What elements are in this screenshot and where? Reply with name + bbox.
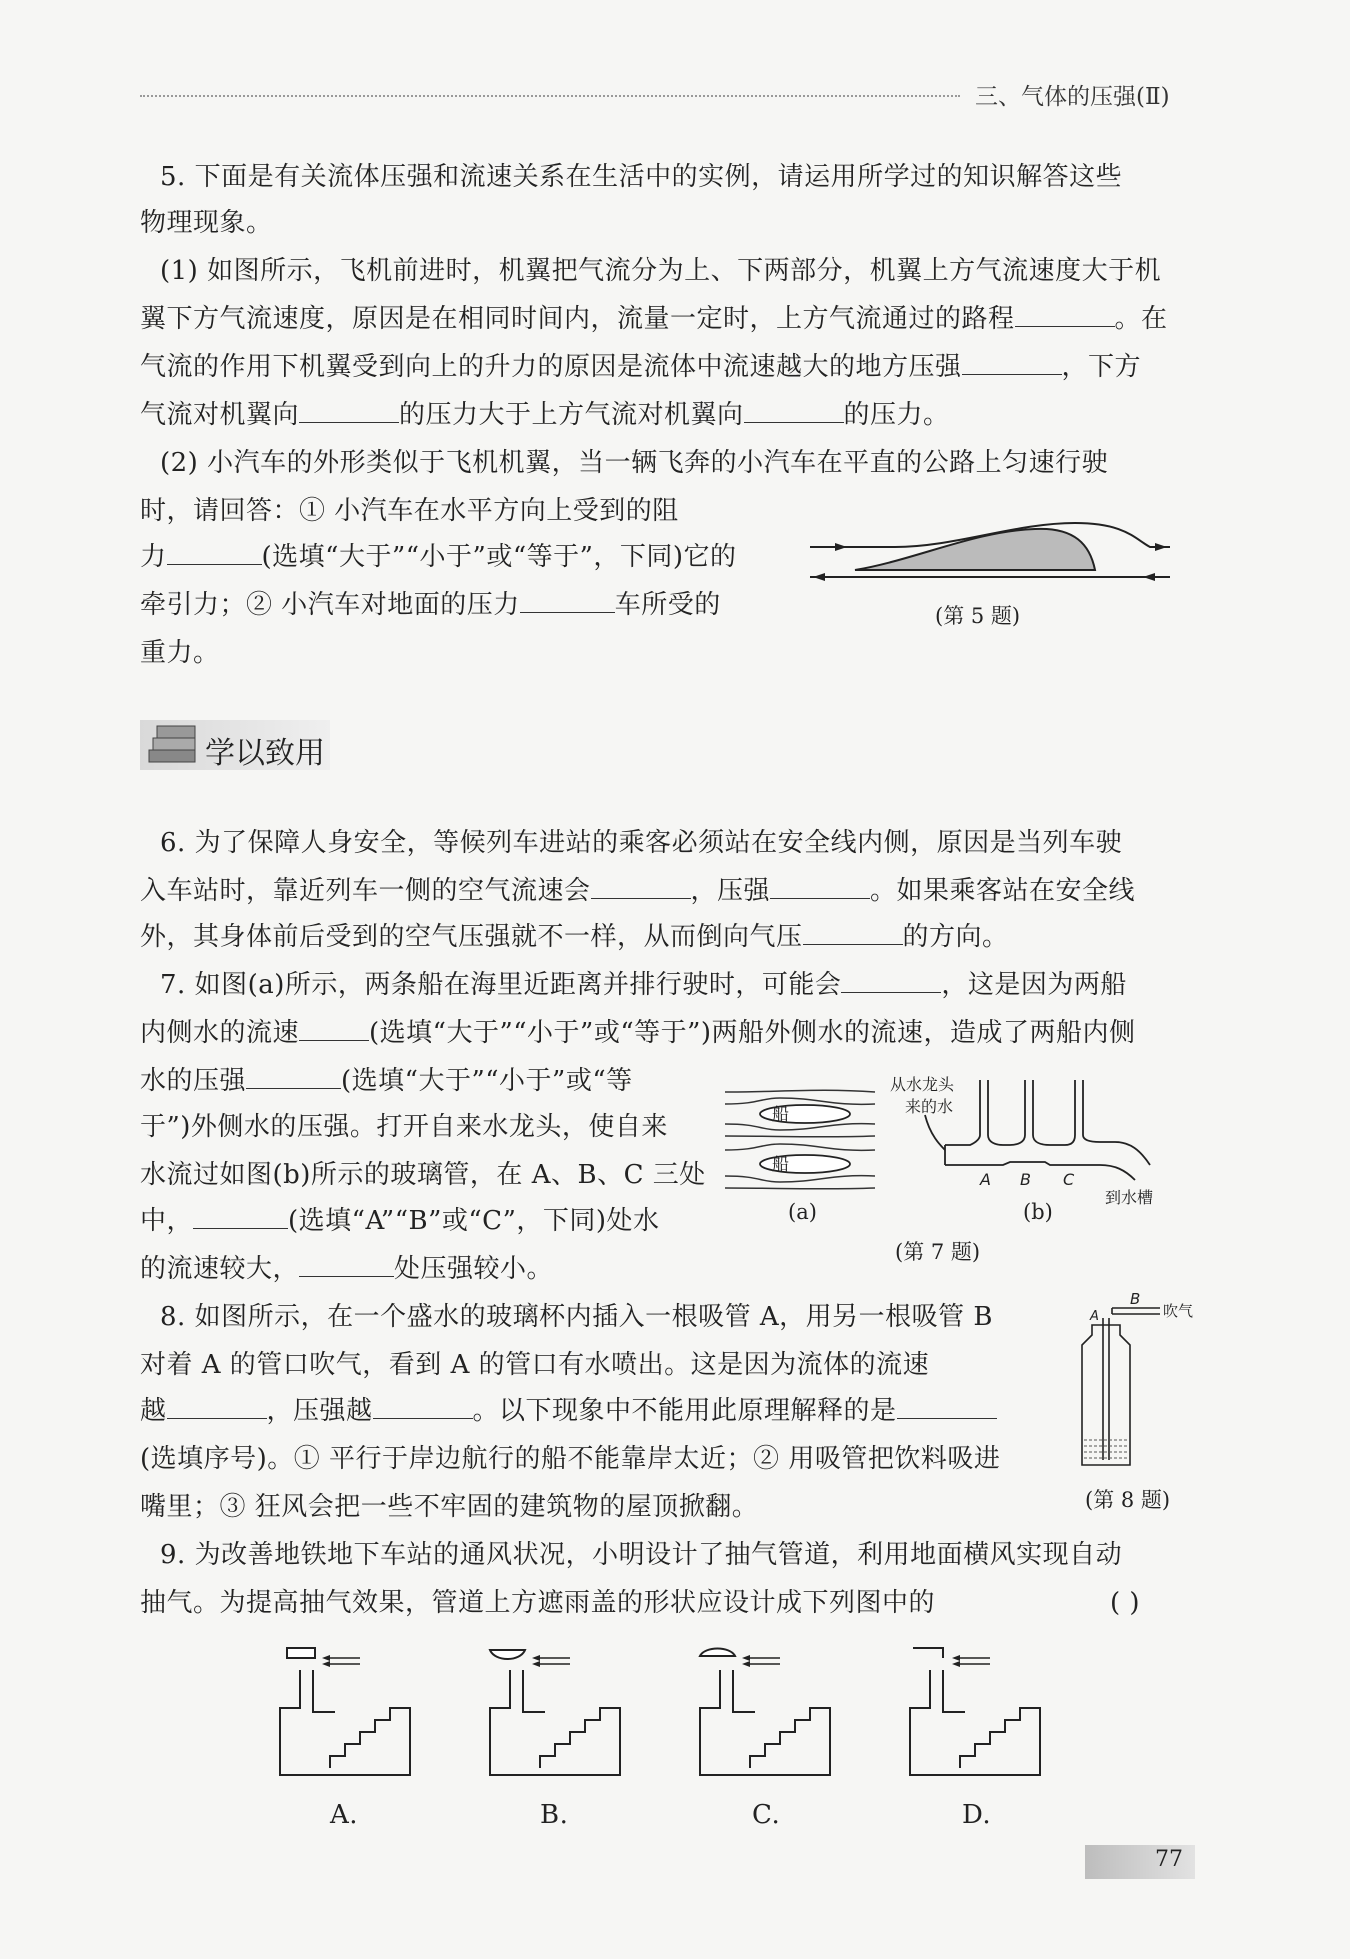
q5-line (140, 350, 1141, 384)
q7-line (140, 1064, 633, 1098)
q5-line: (1) 如图所示，飞机前进时，机翼把气流分为上、下两部分，机翼上方气流速度大于机 (160, 256, 1162, 286)
q7-line (140, 1204, 660, 1238)
blow-label: 吹气 (1163, 1302, 1194, 1320)
text-span: ，压强越 (266, 1396, 373, 1426)
answer-blank[interactable] (897, 1394, 997, 1419)
answer-blank[interactable] (193, 1204, 288, 1229)
text-span: ，压强 (690, 876, 771, 906)
answer-blank[interactable] (591, 874, 691, 899)
text-span: 内侧水的流速 (140, 1018, 300, 1048)
text-span: 气流对机翼向 (140, 400, 300, 430)
answer-blank[interactable] (770, 874, 870, 899)
q5-line: 5. 下面是有关流体压强和流速关系在生活中的实例，请运用所学过的知识解答这些 (160, 162, 1123, 192)
q8-line (140, 1394, 997, 1428)
text-span: 的方向。 (902, 922, 1009, 952)
boat-label: 船 (772, 1155, 789, 1175)
text-span: 气流的作用下机翼受到向上的升力的原因是流体中流速越大的地方压强 (140, 352, 962, 382)
q6-line (140, 920, 1009, 954)
option-label: D. (962, 1800, 992, 1830)
tap-label: 从水龙头 (890, 1075, 955, 1094)
q7-line: 于”)外侧水的压强。打开自来水龙头，使自来 (140, 1112, 668, 1142)
answer-blank[interactable] (744, 398, 844, 423)
q9-line: 9. 为改善地铁地下车站的通风状况，小明设计了抽气管道，利用地面横风实现自动 (160, 1540, 1123, 1570)
text-span: 越 (140, 1396, 167, 1426)
point-label: C (1063, 1170, 1075, 1189)
answer-blank[interactable] (167, 540, 262, 565)
glass-straw-figure (1070, 1290, 1200, 1475)
option-label: A. (330, 1800, 359, 1830)
q6-line: 6. 为了保障人身安全，等候列车进站的乘客必须站在安全线内侧，原因是当列车驶 (160, 828, 1123, 858)
q5-line (140, 540, 737, 574)
straw-label: B (1130, 1290, 1141, 1308)
option-label: C. (752, 1800, 781, 1830)
text-span: 。以下现象中不能用此原理解释的是 (472, 1396, 897, 1426)
q5-line (140, 302, 1168, 336)
straw-label: A (1090, 1309, 1099, 1324)
books-icon (145, 722, 203, 768)
q6-line (140, 874, 1135, 908)
q5-line: 物理现象。 (140, 208, 273, 238)
text-span: 的压力大于上方气流对机翼向 (399, 400, 744, 430)
text-span: (选填“大于”“小于”或“等于”)两船外侧水的流速，造成了两船内侧 (369, 1018, 1136, 1048)
text-span: 车所受的 (614, 590, 721, 620)
point-label: A (980, 1170, 991, 1189)
answer-blank[interactable] (962, 350, 1062, 375)
wing-figure (805, 515, 1175, 595)
q8-line: (选填序号)。① 平行于岸边航行的船不能靠岸太近；② 用吸管把饮料吸进 (140, 1444, 1001, 1474)
answer-blank[interactable] (373, 1394, 473, 1419)
header-rule (140, 95, 960, 97)
text-span: 翼下方气流速度，原因是在相同时间内，流量一定时，上方气流通过的路程 (140, 304, 1015, 334)
q8-line: 8. 如图所示，在一个盛水的玻璃杯内插入一根吸管 A，用另一根吸管 B (160, 1302, 993, 1332)
text-span: 外，其身体前后受到的空气压强就不一样，从而倒向气压 (140, 922, 803, 952)
option-label: B. (540, 1800, 569, 1830)
answer-paren[interactable]: ( ) (1110, 1588, 1141, 1618)
q7-line: 水流过如图(b)所示的玻璃管，在 A、B、C 三处 (140, 1160, 706, 1190)
section-header-title: 三、气体的压强(Ⅱ) (975, 84, 1170, 110)
sink-label: 到水槽 (1105, 1188, 1154, 1207)
text-span: ，下方 (1061, 352, 1142, 382)
text-span: (选填“A”“B”或“C”，下同)处水 (288, 1206, 660, 1236)
q7-line (140, 1016, 1136, 1050)
answer-blank[interactable] (299, 1252, 394, 1277)
answer-blank[interactable] (246, 1064, 341, 1089)
answer-blank[interactable] (299, 398, 399, 423)
text-span: 牵引力；② 小汽车对地面的压力 (140, 590, 520, 620)
q5-line: 时，请回答：① 小汽车在水平方向上受到的阻 (140, 496, 679, 526)
section-label: 学以致用 (205, 736, 325, 771)
text-span: 中， (140, 1206, 194, 1236)
figure-caption: (第 8 题) (1085, 1488, 1171, 1512)
text-span: 力 (140, 542, 167, 572)
q8-line: 对着 A 的管口吹气，看到 A 的管口有水喷出。这是因为流体的流速 (140, 1350, 930, 1380)
figure-caption: (第 7 题) (895, 1240, 981, 1264)
figure-caption: (第 5 题) (935, 604, 1021, 628)
answer-blank[interactable] (520, 588, 615, 613)
text-span: 。如果乘客站在安全线 (870, 876, 1136, 906)
text-span: 水的压强 (140, 1066, 247, 1096)
text-span: ，这是因为两船 (941, 970, 1127, 1000)
q5-line (140, 588, 721, 622)
answer-blank[interactable] (803, 920, 903, 945)
q5-line: 重力。 (140, 638, 220, 668)
boats-figure (720, 1080, 880, 1200)
answer-blank[interactable] (167, 1394, 267, 1419)
answer-blank[interactable] (1015, 302, 1115, 327)
text-span: 7. 如图(a)所示，两条船在海里近距离并排行驶时，可能会 (160, 970, 842, 1000)
subfigure-label: (a) (788, 1200, 817, 1224)
ventilation-options-figure (275, 1640, 1075, 1790)
q7-line (160, 968, 1127, 1002)
q8-line: 嘴里；③ 狂风会把一些不牢固的建筑物的屋顶掀翻。 (140, 1492, 759, 1522)
page-number: 77 (1155, 1847, 1183, 1872)
q9-line: 抽气。为提高抽气效果，管道上方遮雨盖的形状应设计成下列图中的 (140, 1588, 936, 1618)
text-span: (选填“大于”“小于”或“等于”，下同)它的 (261, 542, 737, 572)
answer-blank[interactable] (299, 1016, 369, 1041)
glass-tube-figure (885, 1070, 1210, 1210)
q5-line (140, 398, 950, 432)
text-span: 处压强较小。 (394, 1254, 554, 1284)
subfigure-label: (b) (1023, 1200, 1053, 1224)
text-span: 。在 (1114, 304, 1168, 334)
text-span: (选填“大于”“小于”或“等 (341, 1066, 633, 1096)
text-span: 的流速较大， (140, 1254, 300, 1284)
q5-line: (2) 小汽车的外形类似于飞机机翼，当一辆飞奔的小汽车在平直的公路上匀速行驶 (160, 448, 1109, 478)
answer-blank[interactable] (841, 968, 941, 993)
point-label: B (1020, 1170, 1031, 1189)
text-span: 入车站时，靠近列车一侧的空气流速会 (140, 876, 591, 906)
q7-line (140, 1252, 553, 1286)
text-span: 的压力。 (843, 400, 950, 430)
tap-label: 来的水 (905, 1097, 954, 1116)
boat-label: 船 (772, 1105, 789, 1125)
